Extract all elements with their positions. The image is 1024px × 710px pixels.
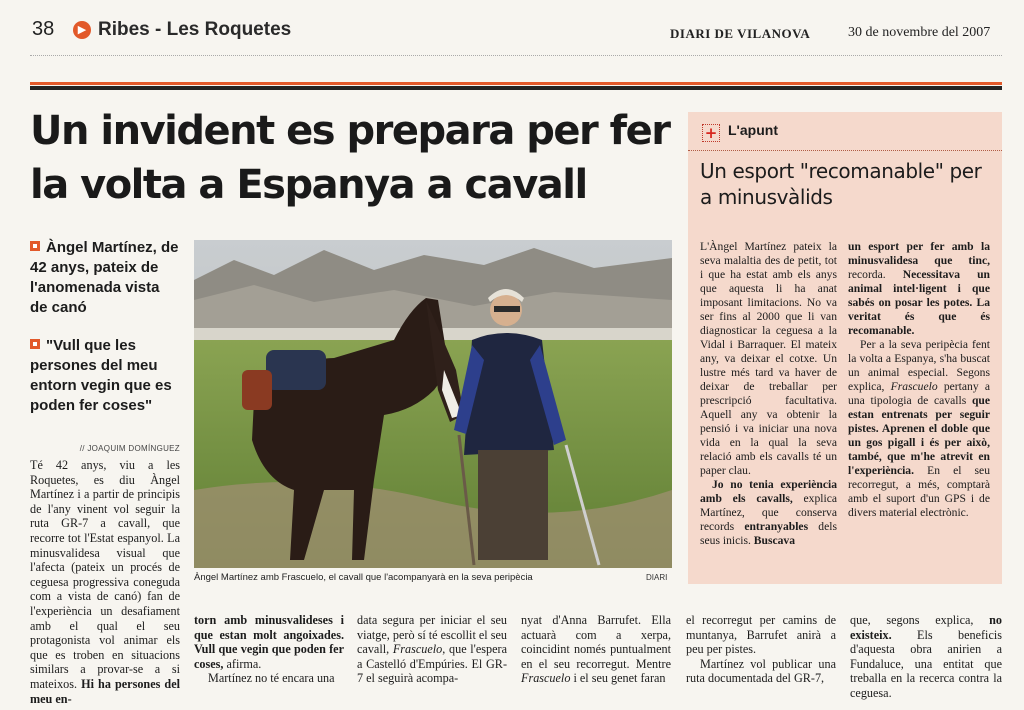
photo-credit: DIARI bbox=[646, 573, 668, 582]
article-column-5: el recorregut per camins de muntanya, Barrufet anirà a peu per pistes. Martínez vol publicar una ruta documentada del GR-7, bbox=[686, 613, 836, 686]
issue-date: 30 de novembre del 2007 bbox=[848, 25, 991, 40]
article-photo bbox=[194, 240, 672, 568]
pull-quote-1: Àngel Martínez, de 42 anys, pateix de l'anomenada vista de canó bbox=[30, 239, 179, 316]
photo-caption: Àngel Martínez amb Frascuelo, el cavall que l'acompanyarà en la seva peripècia bbox=[194, 572, 533, 583]
sidebar-tag: + L'apunt bbox=[702, 122, 778, 142]
bullet-square-icon bbox=[30, 339, 40, 349]
sidebar-box bbox=[688, 112, 1002, 584]
article-column-4: nyat d'Anna Barrufet. Ella actuarà com a xerpa, coincidint només puntualment en el seu recorregut. Mentre Frascuelo i el seu genet faran bbox=[521, 613, 671, 686]
sidebar-column-right: un esport per fer amb la minusvalidesa que tinc, recorda. Necessitava un animal intel·ligent i que sabés on posar les potes. La veritat és que és recomanable. Per a la seva peripècia fent la volta a Espanya, s'ha buscat un animal especial. Segons explica, Frascuelo pertany a una tipologia de cavalls que estan entrenats per seguir pistes. Aprenen el doble que un gos pigall i és per això, també, que m'he atrevit en l'experiència. En el seu recorregut, a més, comptarà amb el suport d'un GPS i de divers material electrònic. bbox=[848, 240, 990, 519]
headline-line-1: Un invident es prepara per fer bbox=[30, 108, 670, 154]
headline bbox=[30, 104, 675, 212]
page-number: 38 bbox=[32, 18, 55, 40]
headline-line-2: la volta a Espanya a cavall bbox=[30, 162, 587, 208]
orange-arrow-icon: ▶ bbox=[73, 21, 91, 39]
byline: // JOAQUIM DOMÍNGUEZ bbox=[79, 444, 180, 453]
article-column-2: torn amb minusvalideses i que estan molt angoixades. Vull que vegin que poden fer coses, afirma. Martínez no té encara una bbox=[194, 613, 344, 686]
article-column-1: Té 42 anys, viu a les Roquetes, es diu Àngel Martínez i a partir de principis de l'any vinent vol seguir la ruta GR-7 a cavall, que recorre tot l'Estat espanyol. La minusvalidesa visual que l'afecta (pateix un procés de ceguesa progressiva coneguda com a vista de canó) fan de l'experiència un desafiament amb el qual el seu protagonista vol animar els que es troben en situacions similars a provar-se a si mateixos. Hi ha persones del meu en- bbox=[30, 458, 180, 706]
header-rule bbox=[30, 82, 1002, 90]
bullet-square-icon bbox=[30, 241, 40, 251]
pull-quote-2: "Vull que les persones del meu entorn vegin que es poden fer coses" bbox=[30, 337, 172, 414]
horse-and-rider-photo bbox=[194, 240, 672, 568]
sidebar-column-left: L'Àngel Martínez pateix la seva malaltia des de petit, tot i que ha estat amb els anys que aquesta li ha anat imposant limitacions. No va ser fins al 2000 que li van diagnosticar la ceguesa a la Vidal i Barraquer. El mateix any, va deixar el cotxe. Un lustre més tard va haver de deixar de treballar per prescripció facultativa. Aquell any va obtenir la pensió i va iniciar una nova vida en la qual la seva relació amb els cavalls té un paper clau. Jo no tenia experiència amb els cavalls, explica Martínez, que conserva records entranyables dels seus inicis. Buscava bbox=[700, 240, 837, 547]
sidebar-title: Un esport "recomanable" per a minusvàlids bbox=[700, 159, 982, 209]
article-column-3: data segura per iniciar el seu viatge, però sí té escollit el seu cavall, Frascuelo, que l'espera a Castelló d'Empúries. El GR-7 el seguirà acompa- bbox=[357, 613, 507, 686]
section-title: Ribes - Les Roquetes bbox=[98, 19, 292, 40]
sidebar-divider bbox=[688, 150, 1002, 151]
plus-icon: + bbox=[702, 124, 720, 142]
newspaper-name: DIARI DE VILANOVA bbox=[670, 26, 811, 41]
article-column-6: que, segons explica, no existeix. Els beneficis d'aquesta obra anirien a Fundaluce, una entitat que treballa en la recerca contra la ceguesa. bbox=[850, 613, 1002, 700]
header-divider bbox=[30, 55, 1002, 56]
